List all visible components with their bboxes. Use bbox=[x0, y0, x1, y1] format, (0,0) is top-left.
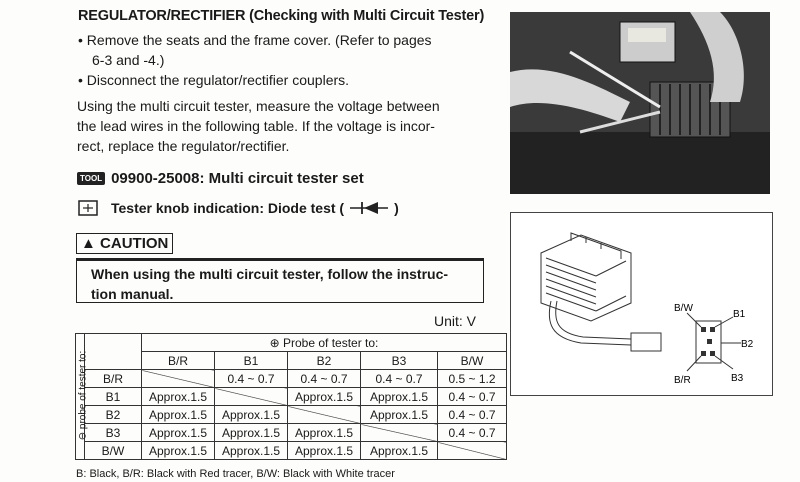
table-cell bbox=[361, 424, 438, 442]
caution-label: ▲ CAUTION bbox=[76, 233, 173, 254]
tester-knob-icon bbox=[77, 198, 107, 218]
regulator-photo bbox=[510, 12, 770, 194]
photo-illustration bbox=[510, 12, 770, 194]
table-cell: 0.4 ~ 0.7 bbox=[438, 406, 507, 424]
table-cell: Approx.1.5 bbox=[142, 424, 215, 442]
table-cell: Approx.1.5 bbox=[215, 406, 288, 424]
row-header: B/W bbox=[85, 442, 142, 460]
unit-label: Unit: V bbox=[434, 313, 477, 329]
bullet-2: • Disconnect the regulator/rectifier couplers. bbox=[78, 72, 350, 88]
warning-icon: ▲ bbox=[81, 235, 96, 252]
table-cell bbox=[142, 370, 215, 388]
table-cell: Approx.1.5 bbox=[215, 442, 288, 460]
table-cell: Approx.1.5 bbox=[361, 388, 438, 406]
section-title: REGULATOR/RECTIFIER (Checking with Multi Circuit Tester) bbox=[78, 8, 485, 24]
minus-probe-header: ⊖ probe of tester to: bbox=[77, 350, 89, 441]
table-cell: Approx.1.5 bbox=[288, 442, 361, 460]
footnote: B: Black, B/R: Black with Red tracer, B/W: Black with White tracer bbox=[76, 468, 395, 480]
column-header: B3 bbox=[361, 352, 438, 370]
tool-text: 09900-25008: Multi circuit tester set bbox=[111, 170, 364, 187]
table-cell bbox=[215, 388, 288, 406]
bullet-1-cont: 6-3 and -4.) bbox=[92, 52, 165, 68]
tool-line bbox=[77, 170, 364, 187]
row-header: B/R bbox=[85, 370, 142, 388]
table-row bbox=[76, 388, 507, 406]
pin-label-b2: B2 bbox=[741, 339, 754, 350]
diode-icon bbox=[348, 201, 390, 215]
table-cell: 0.4 ~ 0.7 bbox=[288, 370, 361, 388]
regulator-drawing bbox=[511, 213, 772, 395]
table-row bbox=[76, 424, 507, 442]
row-header: B1 bbox=[85, 388, 142, 406]
table-cell: Approx.1.5 bbox=[288, 388, 361, 406]
row-header: B3 bbox=[85, 424, 142, 442]
table-cell: Approx.1.5 bbox=[215, 424, 288, 442]
pin-label-bw: B/W bbox=[674, 303, 693, 314]
column-header: B/W bbox=[438, 352, 507, 370]
pin-label-b1: B1 bbox=[733, 309, 746, 320]
table-cell: Approx.1.5 bbox=[288, 424, 361, 442]
pin-label-b3: B3 bbox=[731, 373, 744, 384]
test-table bbox=[75, 333, 507, 460]
row-header: B2 bbox=[85, 406, 142, 424]
regulator-diagram bbox=[510, 212, 773, 396]
table-cell: 0.5 ~ 1.2 bbox=[438, 370, 507, 388]
table-cell: 0.4 ~ 0.7 bbox=[361, 370, 438, 388]
table-cell: Approx.1.5 bbox=[142, 388, 215, 406]
table-row bbox=[76, 406, 507, 424]
table-cell: Approx.1.5 bbox=[142, 406, 215, 424]
table-cell: Approx.1.5 bbox=[142, 442, 215, 460]
tool-icon: TOOL bbox=[77, 172, 105, 185]
pin-label-br: B/R bbox=[674, 375, 691, 386]
table-row bbox=[76, 370, 507, 388]
column-header: B/R bbox=[142, 352, 215, 370]
table-cell: Approx.1.5 bbox=[361, 406, 438, 424]
table-cell: 0.4 ~ 0.7 bbox=[438, 388, 507, 406]
table-row bbox=[76, 442, 507, 460]
table-cell: 0.4 ~ 0.7 bbox=[438, 424, 507, 442]
table-cell bbox=[438, 442, 507, 460]
column-header: B2 bbox=[288, 352, 361, 370]
column-header: B1 bbox=[215, 352, 288, 370]
bullet-1: • Remove the seats and the frame cover. (Refer to pages bbox=[78, 32, 432, 48]
plus-probe-header: ⊕ Probe of tester to: bbox=[142, 334, 507, 352]
knob-close: ) bbox=[394, 200, 399, 216]
instructions-paragraph: Using the multi circuit tester, measure the voltage between the lead wires in the following table. If the voltage is incor- rect, replace the regulator/rectifier. bbox=[77, 98, 440, 154]
knob-text: Tester knob indication: Diode test ( bbox=[111, 200, 345, 216]
knob-line bbox=[77, 198, 399, 218]
table-cell bbox=[288, 406, 361, 424]
table-cell: Approx.1.5 bbox=[361, 442, 438, 460]
table-cell: 0.4 ~ 0.7 bbox=[215, 370, 288, 388]
caution-box: When using the multi circuit tester, follow the instruc- tion manual. bbox=[76, 258, 484, 303]
